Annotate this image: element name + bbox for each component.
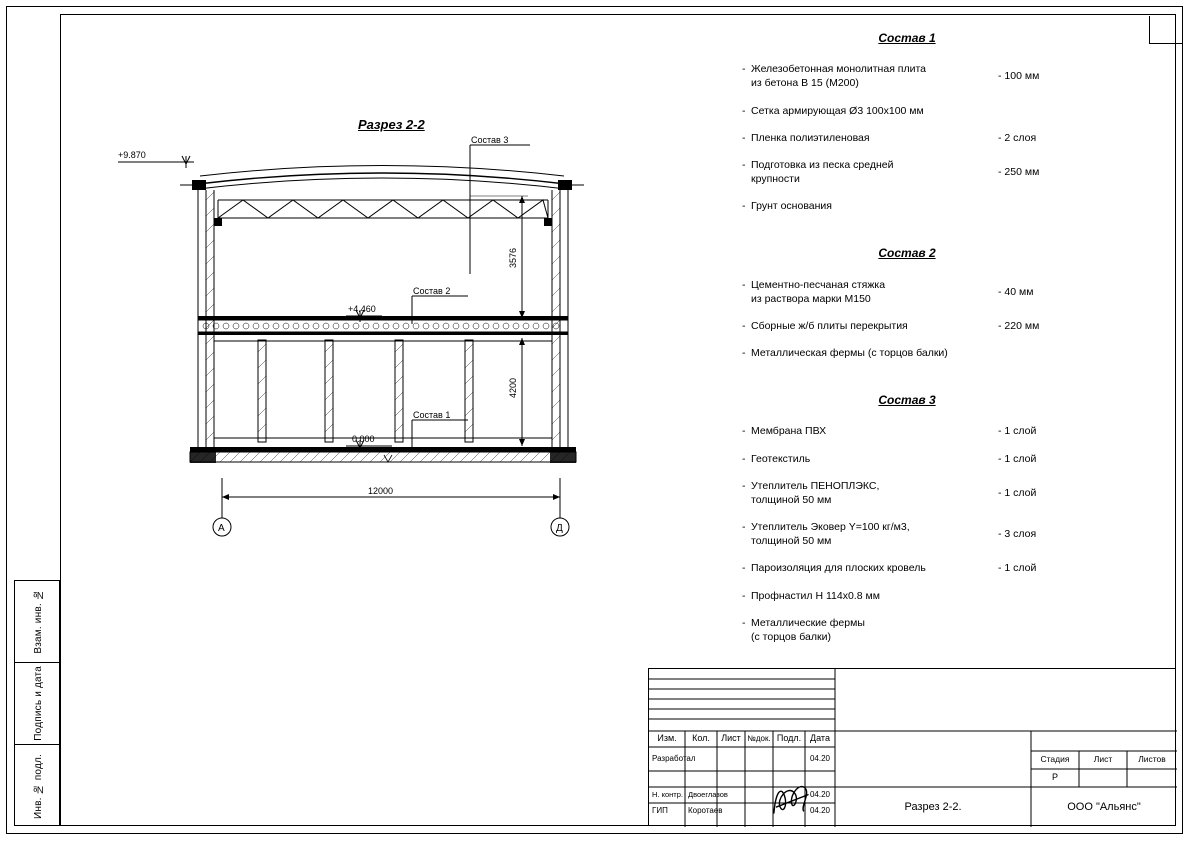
spec-dash: - xyxy=(742,131,746,144)
left-margin-label-inv: Инв. № подл. xyxy=(32,753,44,819)
stamp-header-kol: Кол. xyxy=(692,733,710,744)
stamp-date-razrabotal: 04.20 xyxy=(809,753,831,763)
stamp-header-listov: Листов xyxy=(1138,754,1166,765)
spec-dash: - xyxy=(742,425,746,438)
spec-line: Утеплитель Эковер Y=100 кг/м3, xyxy=(751,521,910,534)
spec-line: Сборные ж/б плиты перекрытия xyxy=(751,319,908,332)
spec-value: - 2 слоя xyxy=(998,131,1037,144)
dim-span: 12000 xyxy=(368,486,394,496)
sheet-corner-box xyxy=(1149,16,1183,44)
spec-group-title-1: Состав 1 xyxy=(878,31,936,45)
spec-group-sostav-1 xyxy=(742,30,1072,213)
spec-row xyxy=(742,452,1072,466)
spec-value: - 220 мм xyxy=(998,319,1040,332)
spec-line: из раствора марки М150 xyxy=(751,292,871,305)
stamp-header-list: Лист xyxy=(721,733,741,744)
spec-row xyxy=(742,346,1072,360)
stamp-date-gip: 04.20 xyxy=(809,805,831,815)
spec-dash: - xyxy=(742,63,746,76)
stamp-header-ndok: №док. xyxy=(747,733,771,743)
spec-row xyxy=(742,131,1072,145)
stamp-name-nkontr: Двоеглазов xyxy=(688,789,728,799)
spec-value: - 3 слоя xyxy=(998,528,1037,541)
spec-row xyxy=(742,278,1072,306)
signature-mark xyxy=(766,776,815,822)
spec-text xyxy=(751,589,998,603)
spec-group-title-3: Состав 3 xyxy=(878,393,936,408)
spec-line: Металлические фермы xyxy=(751,616,865,629)
spec-dash: - xyxy=(742,158,746,171)
stamp-sheet-title: Разрез 2-2. xyxy=(904,800,962,813)
stamp-header-podp: Подл. xyxy=(776,733,802,744)
spec-text xyxy=(751,131,998,145)
spec-text xyxy=(751,616,998,644)
dim-upper-height: 3576 xyxy=(508,247,518,268)
spec-value: - 100 мм xyxy=(998,70,1040,83)
left-margin-label-vzam: Взам. инв. № xyxy=(32,589,44,654)
spec-line: Геотекстиль xyxy=(751,452,811,465)
spec-text xyxy=(751,278,998,306)
spec-value: - 1 слой xyxy=(998,452,1037,465)
spec-text xyxy=(751,561,998,575)
spec-group-sostav-2 xyxy=(742,245,1072,360)
spec-line: Цементно-песчаная стяжка xyxy=(751,278,886,291)
spec-dash: - xyxy=(742,104,746,117)
left-margin-cell-vzam xyxy=(15,581,61,663)
spec-row xyxy=(742,104,1072,118)
spec-line: из бетона В 15 (М200) xyxy=(751,77,859,90)
spec-text xyxy=(751,520,998,548)
spec-line: (с торцов балки) xyxy=(751,631,831,643)
spec-line: толщиной 50 мм xyxy=(751,493,832,506)
spec-text xyxy=(751,62,998,90)
spec-line: Сетка армирующая Ø3 100x100 мм xyxy=(751,104,924,117)
spec-value: - 1 слой xyxy=(998,425,1037,438)
title-block xyxy=(648,668,1176,826)
left-margin-cell-podpis xyxy=(15,663,61,745)
spec-value: - 250 мм xyxy=(998,165,1040,178)
spec-row xyxy=(742,62,1072,90)
stamp-value-stadia: Р xyxy=(1051,772,1058,783)
spec-dash: - xyxy=(742,589,746,602)
spec-line: Утеплитель ПЕНОПЛЭКС, xyxy=(751,479,880,492)
spec-line: Профнастил Н 114x0.8 мм xyxy=(751,589,880,602)
stamp-role-gip: ГИП xyxy=(652,805,668,815)
spec-text xyxy=(751,479,998,507)
spec-dash: - xyxy=(742,562,746,575)
spec-text xyxy=(751,452,998,466)
stamp-header-izm: Изм. xyxy=(657,733,677,744)
spec-dash: - xyxy=(742,319,746,332)
spec-dash: - xyxy=(742,200,746,213)
spec-dash: - xyxy=(742,521,746,534)
left-margin-label-podpis: Подпись и дата xyxy=(32,666,44,741)
spec-dash: - xyxy=(742,278,746,291)
spec-line: крупности xyxy=(751,173,800,186)
stamp-date-nkontr: 04.20 xyxy=(809,789,831,799)
spec-value: - 40 мм xyxy=(998,285,1034,298)
spec-row xyxy=(742,561,1072,575)
spec-line: Подготовка из песка средней xyxy=(751,158,894,171)
spec-row xyxy=(742,479,1072,507)
elevation-mid-label: +4.460 xyxy=(348,304,376,314)
stamp-header-data: Дата xyxy=(810,733,830,744)
axis-label-right: Д xyxy=(556,523,563,534)
spec-line: Пароизоляция для плоских кровель xyxy=(751,562,926,575)
spec-row xyxy=(742,199,1072,213)
spec-value: - 1 слой xyxy=(998,562,1037,575)
spec-text xyxy=(751,158,998,186)
stamp-value-list xyxy=(1079,769,1127,787)
callout-sostav-3: Состав 3 xyxy=(471,135,509,145)
spec-row xyxy=(742,520,1072,548)
left-margin-cell-inv xyxy=(15,745,61,827)
spec-row xyxy=(742,616,1072,644)
callout-sostav-1: Состав 1 xyxy=(413,410,451,420)
spec-group-sostav-3 xyxy=(742,392,1072,644)
callout-sostav-2: Состав 2 xyxy=(413,286,451,296)
dim-lower-height: 4200 xyxy=(508,377,518,398)
spec-row xyxy=(742,158,1072,186)
stamp-name-gip: Коротаев xyxy=(688,805,723,815)
spec-text xyxy=(751,104,998,118)
stamp-role-nkontr: Н. контр. xyxy=(652,789,683,799)
spec-line: Металлическая фермы (с торцов балки) xyxy=(751,347,948,360)
spec-dash: - xyxy=(742,347,746,360)
left-margin-stamp xyxy=(14,580,60,826)
spec-line: Пленка полиэтиленовая xyxy=(751,131,870,144)
spec-dash: - xyxy=(742,616,746,629)
stamp-value-listov xyxy=(1127,769,1177,787)
spec-text xyxy=(751,319,998,333)
spec-group-title-2: Состав 2 xyxy=(878,246,936,261)
stamp-company: ООО "Альянс" xyxy=(1067,800,1141,813)
spec-line: Грунт основания xyxy=(751,200,832,213)
spec-line: Мембрана ПВХ xyxy=(751,425,827,438)
materials-specification xyxy=(742,30,1072,657)
section-title: Разрез 2-2 xyxy=(358,117,425,132)
elevation-top-label: +9.870 xyxy=(118,150,146,160)
spec-dash: - xyxy=(742,479,746,492)
spec-row xyxy=(742,424,1072,438)
spec-row xyxy=(742,319,1072,333)
stamp-header-stadia: Стадия xyxy=(1040,754,1070,765)
spec-line: Железобетонная монолитная плита xyxy=(751,63,927,76)
spec-text xyxy=(751,346,998,360)
elevation-zero-label: 0.000 xyxy=(352,434,375,444)
stamp-header-list-right: Лист xyxy=(1093,754,1113,765)
spec-text xyxy=(751,424,998,438)
spec-row xyxy=(742,589,1072,603)
spec-text xyxy=(751,199,998,213)
spec-dash: - xyxy=(742,452,746,465)
spec-line: толщиной 50 мм xyxy=(751,535,832,548)
spec-value: - 1 слой xyxy=(998,486,1037,499)
stamp-role-razrabotal: Разработал xyxy=(652,753,696,763)
axis-label-left: А xyxy=(218,523,225,534)
